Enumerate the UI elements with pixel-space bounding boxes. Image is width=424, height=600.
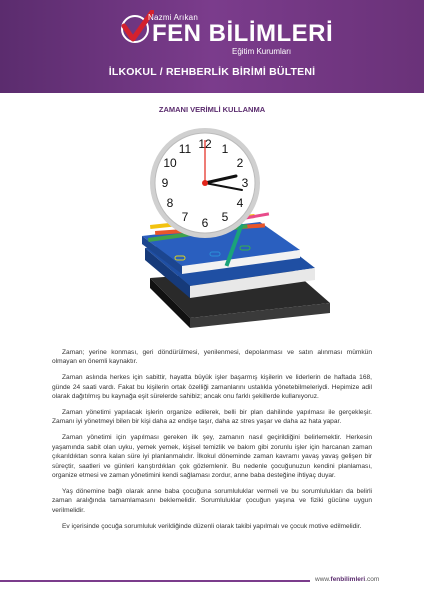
clock-number-2: 2 — [236, 156, 244, 170]
brand-name: FEN BİLİMLERİ — [152, 20, 334, 47]
header-banner — [0, 0, 424, 93]
document-title: ZAMANI VERİMLİ KULLANMA — [158, 105, 266, 114]
footer-url-domain: fenbilimleri — [330, 576, 366, 583]
footer-url-prefix: www. — [315, 576, 331, 583]
article-body — [52, 348, 372, 538]
paragraph: Zaman aslında herkes için sabittir, hayatta büyük işler başarmış kişilerin ve liderlerin de haftada 168, günde 24 saati vardı. Fakat bu kişilerin ortak özelliği zamanlarını ustalıkla yönetebilmeleriydi. Hepimize adil olarak dağıtılmış bu kaynağa eşit sürelerde sahibiz; ancak onu farklı şekillerde kullanıyoruz. — [52, 374, 372, 401]
bulletin-title: İLKOKUL / REHBERLİK BİRİMİ BÜLTENİ — [108, 66, 316, 78]
paragraph: Ev içerisinde çocuğa sorumluluk verildiğinde düzenli olarak takibi yapılmalı ve çocuk motive edilmelidir. — [62, 522, 362, 530]
paragraph: Zaman; yerine konması, geri döndürülmesi, yenilenmesi, depolanması ve satın alınması mümkün olmayan en önemli kaynaktır. — [52, 349, 372, 366]
clock-number-9: 9 — [161, 176, 169, 190]
paragraph: Zaman yönetimi için yapılması gereken ilk şey, zamanın nasıl geçirildiğini belirlemektir. Herkesin yaşamında sabit olan uyku, yemek yemek, kişisel temizlik ve bakım gibi zorunlu işler için harcanan zaman çıkarıldıktan sonra kalan süre iyi planlanmalıdır. İlkokul döneminde zaman kavramı yavaş yavaş gelişen bir süreçtir, saatleri ve günleri karıştırdıkları çok gözlemlenir. Bu nedenle çocuğunuzun kendini planlaması, organize etmesi ve zaman yönetimini kendi sağlaması zordur, anne baba desteğine ihtiyaç duyar. — [52, 434, 372, 479]
clock-number-7: 7 — [181, 210, 189, 224]
paragraph: Zaman yönetimi yapılacak işlerin organize edilerek, belli bir plan dahilinde yapılması ile gerçekleşir. Zamanı iyi yönetmeyi bilen bir kişi daha az endişe taşır, daha az stres yaşar ve daha az hata yapar. — [52, 409, 372, 426]
paragraph: Yaş dönemine bağlı olarak anne baba çocuğuna sorumluluklar vermeli ve bu sorumlulukları da belirli zaman aralığında tamamlamasını beklemelidir. Sorumluluklar çocuğun yaşına ve fiziki gücüne uygun verilmelidir. — [52, 487, 372, 514]
clock-number-5: 5 — [221, 210, 229, 224]
clock-and-books-illustration — [120, 128, 330, 338]
clock-number-12: 12 — [198, 137, 212, 151]
clock-number-10: 10 — [163, 156, 177, 170]
clock-number-11: 11 — [178, 142, 192, 156]
brand-subtitle: Eğitim Kurumları — [232, 47, 292, 56]
clock-number-4: 4 — [236, 196, 244, 210]
footer-website-link[interactable] — [315, 576, 379, 583]
footer-divider — [0, 580, 310, 582]
footer-url-suffix: .com — [365, 576, 380, 583]
clock-number-6: 6 — [201, 216, 209, 230]
brand-small-text: Nazmi Arıkan — [148, 13, 198, 22]
clock-number-8: 8 — [166, 196, 174, 210]
clock-number-1: 1 — [221, 142, 229, 156]
clock-number-3: 3 — [241, 176, 249, 190]
